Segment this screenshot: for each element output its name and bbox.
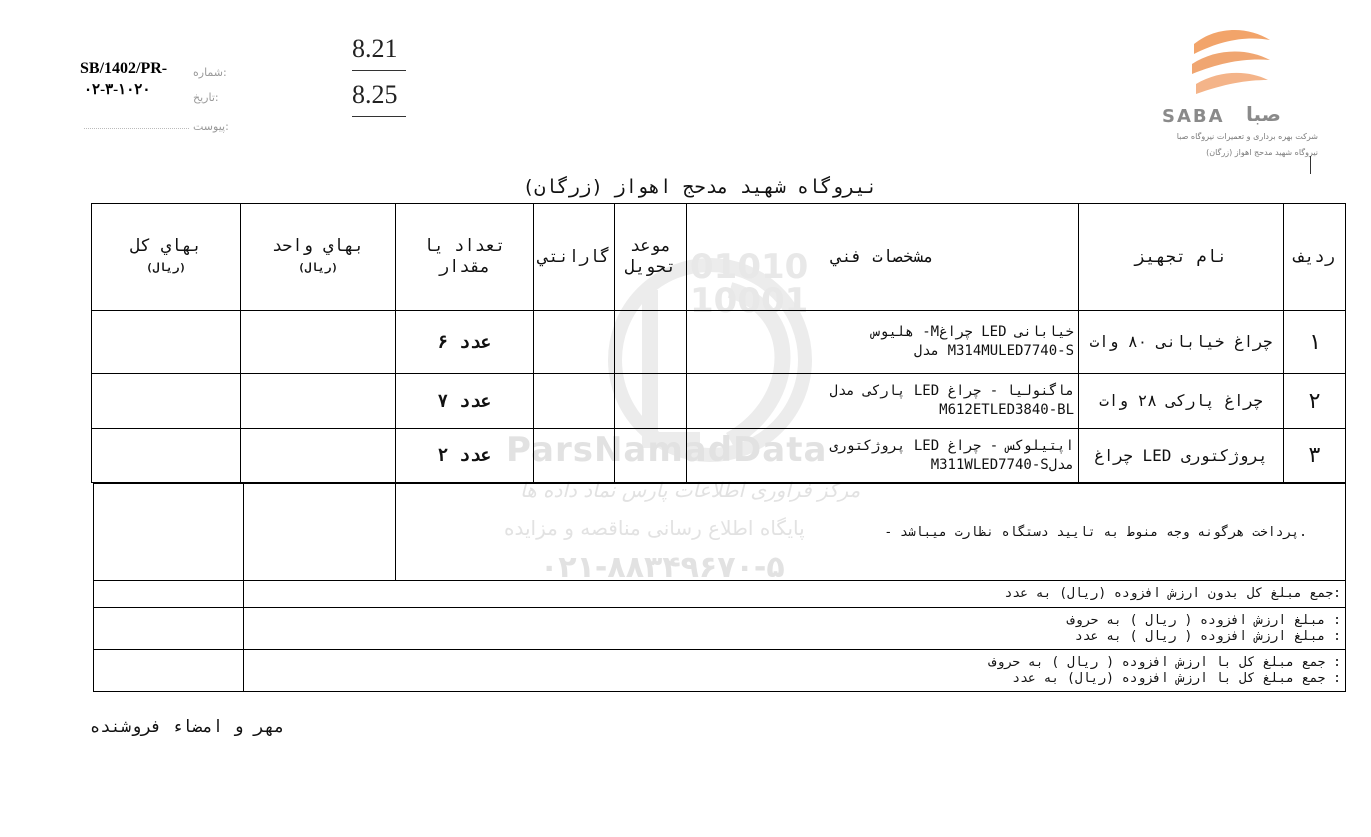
total-price-cell [92, 311, 241, 374]
header-name: نام تجهیز [1079, 204, 1284, 311]
attachment-label: پیوست: [193, 120, 229, 133]
sum-without-vat-label: جمع مبلغ كل بدون ارزش افزوده (ریال) به عدد: [244, 581, 1346, 608]
spec-cell: هلیوس -Mچراغ LED خیابانی مدل M314MULED7740-S [687, 311, 1079, 374]
handwritten-number-bottom: 8.25 [352, 80, 398, 109]
header-quantity: تعداد يا مقدار [396, 204, 534, 311]
vat-words-label: مبلغ ارزش افزوده ( ریال ) به حروف : [1067, 612, 1341, 628]
logo-brand-fa: صبا [1246, 102, 1281, 126]
header-spec: مشخصات فني [687, 204, 1079, 311]
table-row [92, 429, 1346, 483]
row-number-cell: ۱ [1284, 311, 1346, 374]
vat-number-label: مبلغ ارزش افزوده ( ریال ) به عدد : [1074, 628, 1341, 644]
total-price-cell [92, 429, 241, 483]
handwritten-number-top: 8.21 [352, 34, 398, 63]
watermark-phone: ۰۲۱-۸۸۳۴۹۶۷۰-۵ [540, 550, 785, 585]
header-warranty: گارانتي [534, 204, 615, 311]
unit-price-cell [241, 429, 396, 483]
handwritten-underline-top [352, 70, 406, 71]
logo-company-line: شرکت بهره برداری و تعمیرات نیروگاه صبا [1176, 132, 1318, 141]
sum-without-vat-row [94, 581, 1346, 608]
sum-without-vat-value [94, 581, 244, 608]
table-row [92, 311, 1346, 374]
row-number-cell: ۳ [1284, 429, 1346, 483]
delivery-cell [615, 429, 687, 483]
saba-flame-icon [1186, 24, 1276, 104]
header-unit-price: بهاي واحد (ریال) [241, 204, 396, 311]
spec-cell: پروژکتوری LED اپتیلوکس - چراغ M311WLED7740-Sمدل [687, 429, 1079, 483]
unit-price-cell [241, 374, 396, 429]
seller-seal-signature: مهر و امضاء فروشنده [90, 717, 285, 737]
date-label: تاریخ: [193, 91, 219, 104]
total-price-cell [92, 374, 241, 429]
quantity-cell: ۲ عدد [396, 429, 534, 483]
sum-with-vat-value [94, 650, 244, 692]
vat-labels [244, 608, 1346, 650]
attachment-line [84, 128, 189, 129]
sum-with-vat-number-label: جمع مبلغ كل با ارزش افزوده (ریال) به عدد : [1012, 670, 1341, 686]
logo-brand-latin: SABA [1162, 106, 1225, 127]
warranty-cell [534, 374, 615, 429]
watermark-digits: 0101010001 [690, 247, 809, 321]
logo-plant-line: نیروگاه شهید مدحج اهواز (زرگان) [1206, 148, 1318, 157]
delivery-cell [615, 311, 687, 374]
table-header-row [92, 204, 1346, 311]
note-unit-cell [244, 484, 396, 581]
equipment-name-cell: چراغ خیابانی ۸۰ وات [1079, 311, 1284, 374]
number-label: شماره: [193, 66, 227, 79]
header-divider [1310, 156, 1311, 174]
equipment-name-cell: چراغ LED پروژکتوری [1079, 429, 1284, 483]
handwritten-underline-bottom [352, 116, 406, 117]
letter-number: SB/1402/PR- [80, 60, 168, 77]
watermark-brand: ParsNamadData [506, 430, 828, 470]
sum-with-vat-words-label: جمع مبلغ كل با ارزش افزوده ( ریال ) به حروف : [988, 654, 1341, 670]
vat-value [94, 608, 244, 650]
spec-cell: پارکی مدل LED ماگنولیا - چراغ M612ETLED3840-BL [687, 374, 1079, 429]
vat-row [94, 608, 1346, 650]
header-delivery: موعد تحویل [615, 204, 687, 311]
equipment-table [91, 203, 1346, 483]
note-total-cell [94, 484, 244, 581]
sum-with-vat-row [94, 650, 1346, 692]
totals-table [93, 483, 1346, 692]
row-number-cell: ۲ [1284, 374, 1346, 429]
equipment-name-cell: چراغ پارکی ۲۸ وات [1079, 374, 1284, 429]
company-logo [1150, 22, 1320, 172]
watermark-line2: پایگاه اطلاع رسانی مناقصه و مزایده [504, 516, 805, 540]
document-title: نیروگاه شهید مدحج اهواز (زرگان) [522, 176, 878, 198]
payment-note: - پرداخت هرگونه وجه منوط به تایید دستگاه نظارت میباشد. [396, 484, 1346, 581]
header-total-price: بهاي كل (ریال) [92, 204, 241, 311]
warranty-cell [534, 429, 615, 483]
quantity-cell: ۶ عدد [396, 311, 534, 374]
sum-with-vat-labels [244, 650, 1346, 692]
header-row-number: ردیف [1284, 204, 1346, 311]
quantity-cell: ۷ عدد [396, 374, 534, 429]
watermark-line1: مرکز فراوری اطلاعات پارس نماد داده ها [520, 478, 861, 502]
letter-date: ۰۲-۳-۱۰۲۰ [84, 82, 151, 98]
warranty-cell [534, 311, 615, 374]
note-row [94, 484, 1346, 581]
delivery-cell [615, 374, 687, 429]
unit-price-cell [241, 311, 396, 374]
table-row [92, 374, 1346, 429]
